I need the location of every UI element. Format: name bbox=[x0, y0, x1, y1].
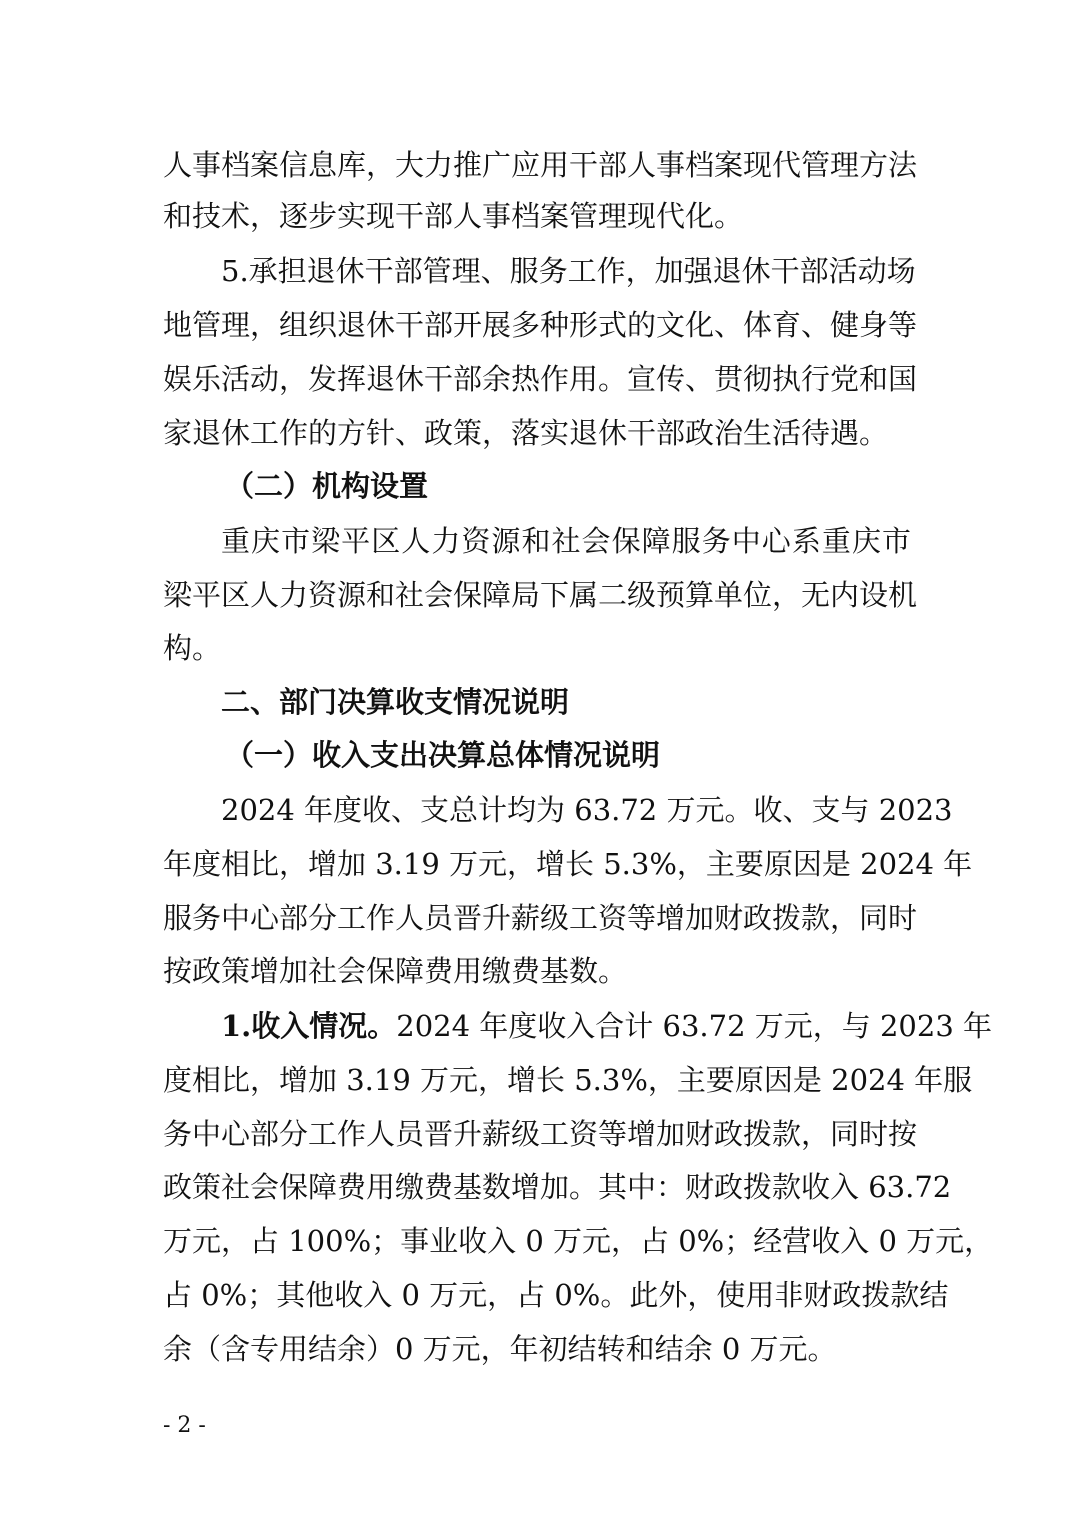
body-text-line: 和技术，逐步实现干部人事档案管理现代化。 bbox=[163, 199, 744, 233]
body-text-line: 年度相比，增加 3.19 万元，增长 5.3%，主要原因是 2024 年 bbox=[163, 847, 973, 881]
body-text-line: 人事档案信息库，大力推广应用干部人事档案现代管理方法 bbox=[163, 148, 918, 182]
body-text-line: 构。 bbox=[163, 631, 222, 665]
section-heading-overall: （一）收入支出决算总体情况说明 bbox=[225, 738, 661, 772]
section-heading-organization: （二）机构设置 bbox=[225, 469, 429, 503]
body-text-run: 2024 年度收入合计 63.72 万元，与 2023 年 bbox=[396, 1009, 992, 1043]
body-text-line bbox=[221, 1006, 992, 1046]
body-text-line: 政策社会保障费用缴费基数增加。其中：财政拨款收入 63.72 bbox=[163, 1170, 952, 1204]
section-heading-budget: 二、部门决算收支情况说明 bbox=[221, 685, 570, 719]
body-text-line: 家退休工作的方针、政策，落实退休干部政治生活待遇。 bbox=[163, 416, 889, 450]
page-number: - 2 - bbox=[163, 1413, 206, 1438]
body-text-line: 娱乐活动，发挥退休干部余热作用。宣传、贯彻执行党和国 bbox=[163, 362, 918, 396]
body-text-line: 5.承担退休干部管理、服务工作，加强退休干部活动场 bbox=[221, 254, 916, 288]
body-text-line: 重庆市梁平区人力资源和社会保障服务中心系重庆市 bbox=[221, 524, 911, 558]
income-lead-label: 1.收入情况。 bbox=[221, 1009, 397, 1043]
body-text-line: 余（含专用结余）0 万元，年初结转和结余 0 万元。 bbox=[163, 1332, 837, 1366]
body-text-line: 度相比，增加 3.19 万元，增长 5.3%，主要原因是 2024 年服 bbox=[163, 1063, 973, 1097]
body-text-line: 万元，占 100%；事业收入 0 万元，占 0%；经营收入 0 万元， bbox=[163, 1224, 994, 1258]
body-text-line: 2024 年度收、支总计均为 63.72 万元。收、支与 2023 bbox=[221, 793, 953, 827]
body-text-line: 占 0%；其他收入 0 万元，占 0%。此外，使用非财政拨款结 bbox=[163, 1278, 949, 1312]
body-text-line: 务中心部分工作人员晋升薪级工资等增加财政拨款，同时按 bbox=[163, 1117, 918, 1151]
body-text-line: 梁平区人力资源和社会保障局下属二级预算单位，无内设机 bbox=[163, 578, 918, 612]
body-text-line: 地管理，组织退休干部开展多种形式的文化、体育、健身等 bbox=[163, 308, 918, 342]
body-text-line: 服务中心部分工作人员晋升薪级工资等增加财政拨款，同时 bbox=[163, 901, 918, 935]
body-text-line: 按政策增加社会保障费用缴费基数。 bbox=[163, 954, 628, 988]
